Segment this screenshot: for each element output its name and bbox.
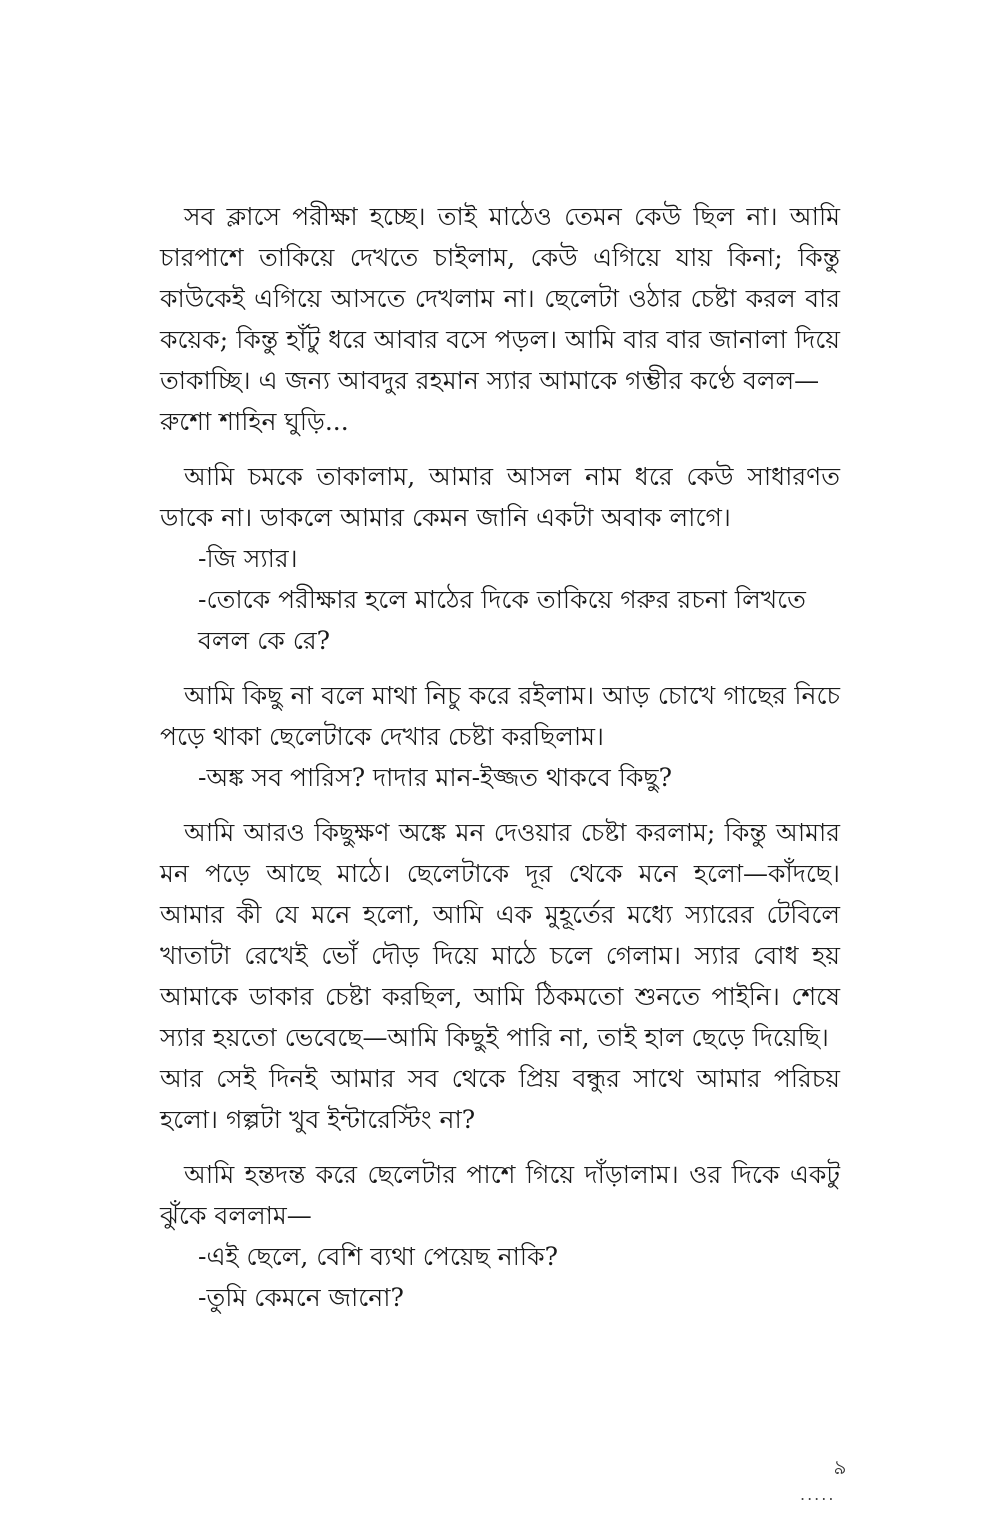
paragraph-1-name-line: রুশো শাহিন ঘুড়ি...: [160, 407, 349, 436]
paragraph-3: আমি কিছু না বলে মাথা নিচু করে রইলাম। আড় চোখে গাছের নিচে পড়ে থাকা ছেলেটাকে দেখার চেষ্টা করছিলাম।: [160, 681, 840, 751]
paragraph-2: আমি চমকে তাকালাম, আমার আসল নাম ধরে কেউ সাধারণত ডাকে না। ডাকলে আমার কেমন জানি একটা অবাক লাগে।: [160, 462, 840, 532]
paragraph-4: আমি আরও কিছুক্ষণ অঙ্কে মন দেওয়ার চেষ্টা করলাম; কিন্তু আমার মন পড়ে আছে মাঠে। ছেলেটাকে দূর থেকে মনে হলো—কাঁদছে। আমার কী যে মনে হলো, আমি এক মুহূর্তের মধ্যে স্যারের টেবিলে খাতাটা রেখেই ভোঁ দৌড় দিয়ে মাঠে চলে গেলাম। স্যার বোধ হয় আমাকে ডাকার চেষ্টা করছিল, আমি ঠিকমতো শুনতে পাইনি। শেষে স্যার হয়তো ভেবেছে—আমি কিছুই পারি না, তাই হাল ছেড়ে দিয়েছি।: [160, 818, 840, 1052]
dialog-line-2: -তোকে পরীক্ষার হলে মাঠের দিকে তাকিয়ে গরুর রচনা লিখতে বলল কে রে?: [198, 585, 806, 655]
body-text: [160, 196, 840, 1318]
paragraph-1: সব ক্লাসে পরীক্ষা হচ্ছে। তাই মাঠেও তেমন কেউ ছিল না। আমি চারপাশে তাকিয়ে দেখতে চাইলাম, কেউ এগিয়ে যায় কিনা; কিন্তু কাউকেই এগিয়ে আসতে দেখলাম না। ছেলেটা ওঠার চেষ্টা করল বার কয়েক; কিন্তু হাঁটু ধরে আবার বসে পড়ল। আমি বার বার জানালা দিয়ে তাকাচ্ছি। এ জন্য আবদুর রহমান স্যার আমাকে গম্ভীর কণ্ঠে বলল—: [160, 202, 840, 395]
dialog-line-4: -এই ছেলে, বেশি ব্যথা পেয়েছ নাকি?: [198, 1242, 558, 1271]
page-number: ৯: [833, 1455, 847, 1479]
paragraph-6: আমি হন্তদন্ত করে ছেলেটার পাশে গিয়ে দাঁড়ালাম। ওর দিকে একটু ঝুঁকে বললাম—: [160, 1160, 840, 1230]
footer-dots: .....: [800, 1485, 836, 1504]
paragraph-5: আর সেই দিনই আমার সব থেকে প্রিয় বন্ধুর সাথে আমার পরিচয় হলো। গল্পটা খুব ইন্টারেস্টিং না?: [160, 1064, 840, 1134]
dialog-line-1: -জি স্যার।: [198, 544, 298, 573]
dialog-line-5: -তুমি কেমনে জানো?: [198, 1283, 404, 1312]
dialog-line-3: -অঙ্ক সব পারিস? দাদার মান-ইজ্জত থাকবে কিছু?: [198, 763, 672, 792]
